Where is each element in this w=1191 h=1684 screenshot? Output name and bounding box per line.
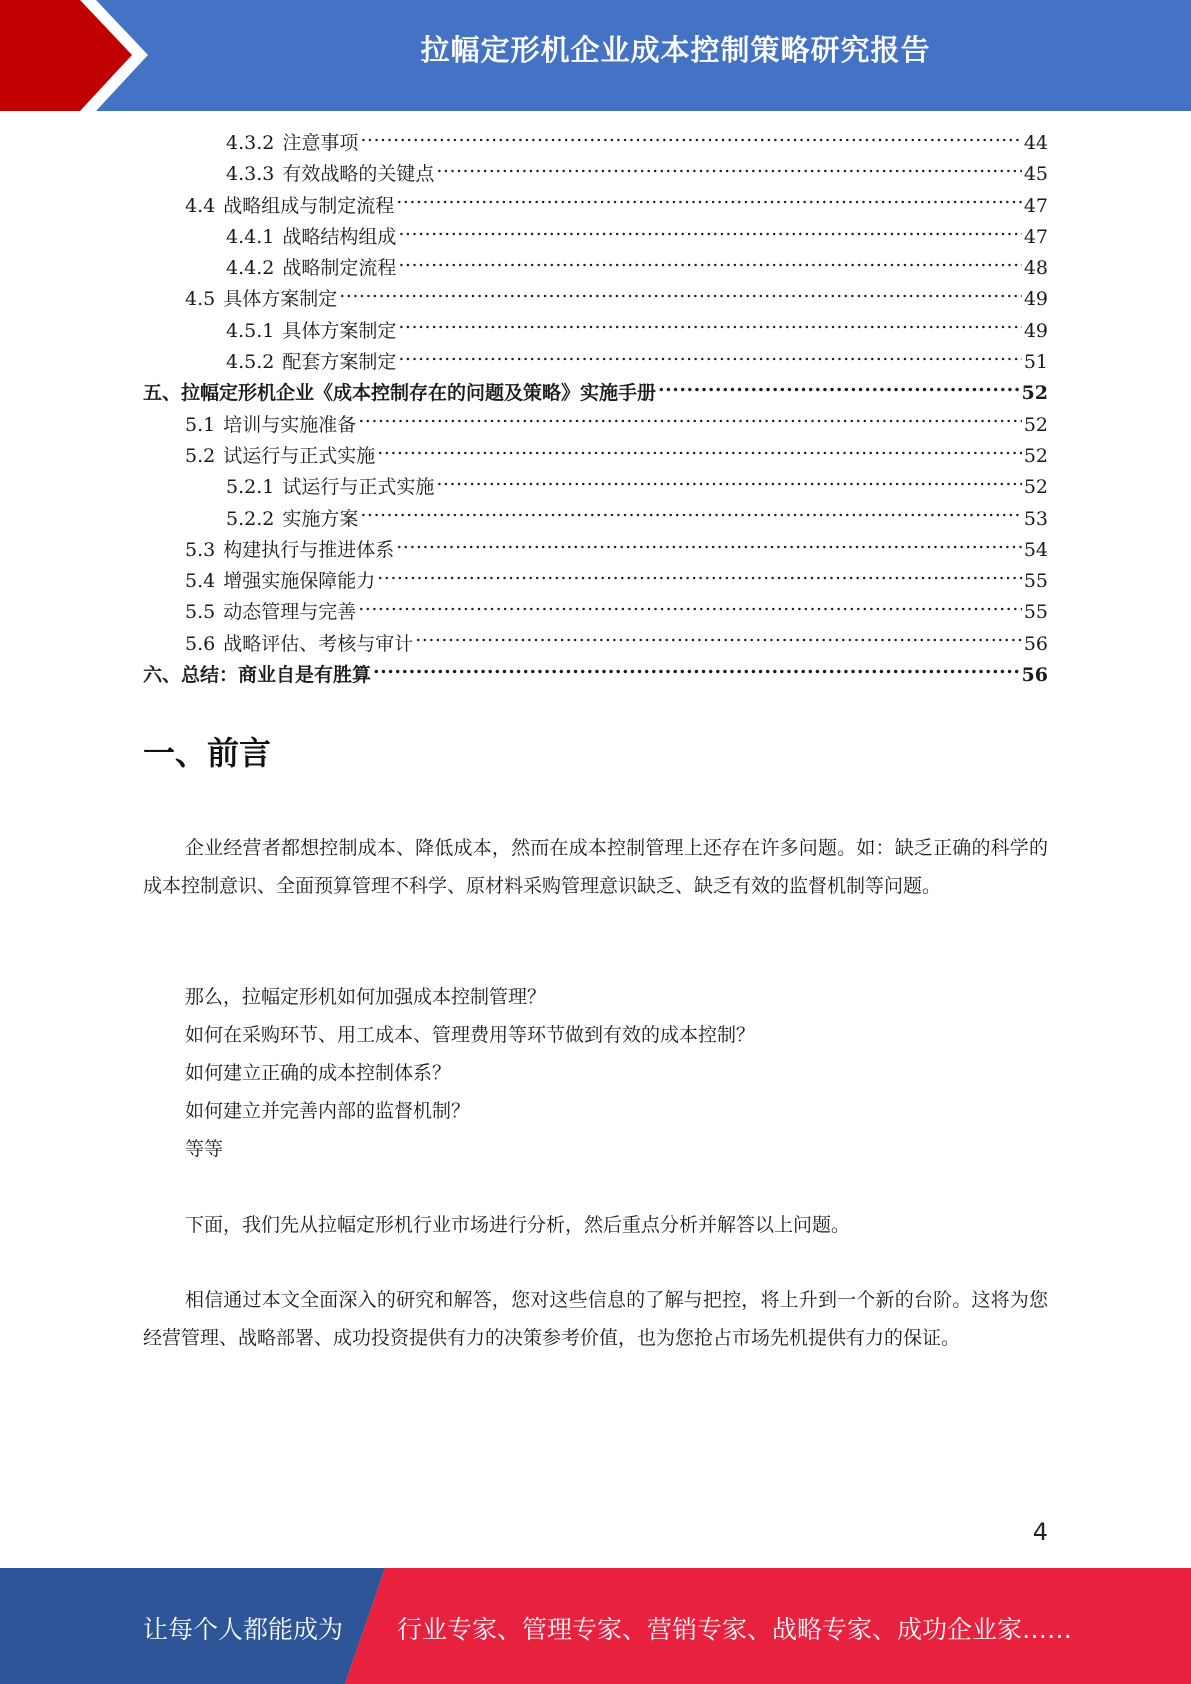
toc-dot-leader: [398, 254, 1021, 274]
toc-entry-title: 增强实施保障能力: [223, 570, 376, 593]
toc-entry-page: 45: [1023, 163, 1048, 186]
toc-entry[interactable]: [143, 316, 1048, 347]
toc-dot-leader: [396, 536, 1022, 556]
toc-entry-title: 五、拉幅定形机企业《成本控制存在的问题及策略》实施手册: [143, 382, 657, 405]
toc-entry[interactable]: [143, 128, 1048, 159]
toc-entry[interactable]: [143, 191, 1048, 222]
intro-paragraph: 企业经营者都想控制成本、降低成本，然而在成本控制管理上还存在许多问题。如：缺乏正确的科学的成本控制意识、全面预算管理不科学、原材料采购管理意识缺乏、缺乏有效的监督机制等问题。: [143, 837, 1048, 897]
toc-entry-title: 具体方案制定: [223, 288, 338, 311]
question-item: 如何建立正确的成本控制体系？: [185, 1062, 452, 1084]
toc-entry-title: 动态管理与完善: [223, 601, 357, 624]
toc-entry-page: 49: [1023, 319, 1048, 342]
toc-entry-page: 48: [1023, 257, 1048, 280]
toc-dot-leader: [398, 348, 1021, 368]
footer-banner: [0, 1568, 1191, 1684]
toc-entry-number: 4.3.2: [226, 132, 275, 154]
toc-entry-title: 培训与实施准备: [223, 413, 357, 436]
toc-entry-title: 试运行与正式实施: [223, 444, 376, 467]
toc-entry[interactable]: [143, 378, 1048, 409]
toc-entry-number: 4.4: [185, 194, 216, 217]
toc-entry-title: 具体方案制定: [282, 319, 397, 342]
toc-dot-leader: [373, 661, 1020, 681]
toc-dot-leader: [360, 129, 1021, 149]
toc-entry[interactable]: [143, 410, 1048, 441]
toc-entry[interactable]: [143, 597, 1048, 628]
toc-entry-number: 5.3: [185, 538, 216, 561]
toc-entry-number: 4.5: [185, 288, 216, 311]
toc-entry-title: 构建执行与推进体系: [223, 538, 395, 561]
header-arrow-decoration: [0, 0, 160, 111]
toc-entry[interactable]: [143, 253, 1048, 284]
toc-entry-title: 战略评估、考核与审计: [223, 632, 414, 655]
toc-dot-leader: [436, 160, 1021, 180]
toc-entry-title: 有效战略的关键点: [282, 163, 435, 186]
toc-entry[interactable]: [143, 535, 1048, 566]
toc-dot-leader: [377, 442, 1022, 462]
toc-entry-number: 5.4: [185, 570, 216, 593]
toc-entry-number: 4.4.2: [226, 257, 275, 280]
toc-entry-page: 52: [1023, 413, 1048, 436]
question-list: [143, 978, 1090, 1168]
header-banner: [0, 0, 1191, 111]
toc-dot-leader: [436, 473, 1021, 493]
toc-entry-number: 5.6: [185, 632, 216, 655]
toc-entry-page: 52: [1021, 382, 1048, 405]
toc-entry-page: 54: [1023, 538, 1048, 561]
toc-dot-leader: [360, 505, 1021, 525]
toc-entry-number: 4.4.1: [226, 225, 275, 248]
toc-entry-title: 战略组成与制定流程: [223, 194, 395, 217]
toc-entry-page: 55: [1023, 601, 1048, 624]
toc-dot-leader: [377, 567, 1022, 587]
toc-dot-leader: [396, 192, 1022, 212]
analysis-paragraph: 下面，我们先从拉幅定形机行业市场进行分析，然后重点分析并解答以上问题。: [185, 1214, 851, 1236]
toc-entry[interactable]: [143, 504, 1048, 535]
toc-entry[interactable]: [143, 222, 1048, 253]
toc-entry-number: 5.2: [185, 444, 216, 467]
conclusion-paragraph: 相信通过本文全面深入的研究和解答，您对这些信息的了解与把控，将上升到一个新的台阶。这将为您经营管理、战略部署、成功投资提供有力的决策参考价值，也为您抢占市场先机提供有力的保证。: [143, 1289, 1048, 1349]
toc-dot-leader: [339, 285, 1022, 305]
toc-entry-page: 51: [1023, 351, 1048, 374]
toc-entry-number: 5.2.2: [226, 507, 275, 530]
toc-entry-title: 战略制定流程: [282, 257, 397, 280]
toc-entry-page: 44: [1023, 132, 1048, 154]
toc-entry-number: 5.2.1: [226, 476, 275, 499]
toc-entry-title: 战略结构组成: [282, 225, 397, 248]
toc-entry-title: 试运行与正式实施: [282, 476, 435, 499]
toc-entry-number: 4.3.3: [226, 163, 275, 186]
toc-dot-leader: [658, 379, 1020, 399]
toc-dot-leader: [358, 411, 1022, 431]
question-item: 那么，拉幅定形机如何加强成本控制管理？: [185, 986, 547, 1008]
toc-entry-number: 4.5.1: [226, 319, 275, 342]
toc-entry[interactable]: [143, 566, 1048, 597]
toc-entry-page: 52: [1023, 476, 1048, 499]
toc-entry[interactable]: [143, 441, 1048, 472]
toc-entry-title: 注意事项: [282, 132, 359, 154]
toc-entry-page: 47: [1023, 194, 1048, 217]
table-of-contents: [143, 128, 1048, 691]
toc-entry[interactable]: [143, 284, 1048, 315]
toc-entry-number: 4.5.2: [226, 351, 275, 374]
toc-entry-page: 56: [1021, 664, 1048, 687]
toc-entry-page: 47: [1023, 225, 1048, 248]
toc-dot-leader: [358, 598, 1022, 618]
question-item: 如何在采购环节、用工成本、管理费用等环节做到有效的成本控制？: [185, 1024, 756, 1046]
footer-slogan-right: 行业专家、管理专家、营销专家、战略专家、成功企业家……: [397, 1615, 1073, 1644]
toc-dot-leader: [415, 630, 1022, 650]
toc-entry-title: 配套方案制定: [282, 351, 397, 374]
toc-entry[interactable]: [143, 629, 1048, 660]
toc-entry-number: 5.5: [185, 601, 216, 624]
page-number: 4: [1032, 1518, 1048, 1546]
toc-dot-leader: [398, 317, 1021, 337]
toc-entry-page: 49: [1023, 288, 1048, 311]
question-item: 如何建立并完善内部的监督机制？: [185, 1100, 471, 1122]
toc-dot-leader: [398, 223, 1021, 243]
toc-entry[interactable]: [143, 159, 1048, 190]
toc-entry-title: 实施方案: [282, 507, 359, 530]
toc-entry-page: 52: [1023, 444, 1048, 467]
toc-entry-page: 53: [1023, 507, 1048, 530]
question-item: 等等: [185, 1138, 224, 1160]
section-heading: 一、前言: [143, 734, 272, 772]
toc-entry-title: 六、总结：商业自是有胜算: [143, 664, 372, 687]
toc-entry-number: 5.1: [185, 413, 216, 436]
toc-entry[interactable]: [143, 347, 1048, 378]
toc-entry-page: 55: [1023, 570, 1048, 593]
toc-entry-page: 56: [1023, 632, 1048, 655]
report-title: 拉幅定形机企业成本控制策略研究报告: [420, 33, 931, 67]
toc-entry[interactable]: [143, 472, 1048, 503]
footer-slogan-left: 让每个人都能成为: [143, 1615, 344, 1644]
toc-entry[interactable]: [143, 660, 1048, 691]
